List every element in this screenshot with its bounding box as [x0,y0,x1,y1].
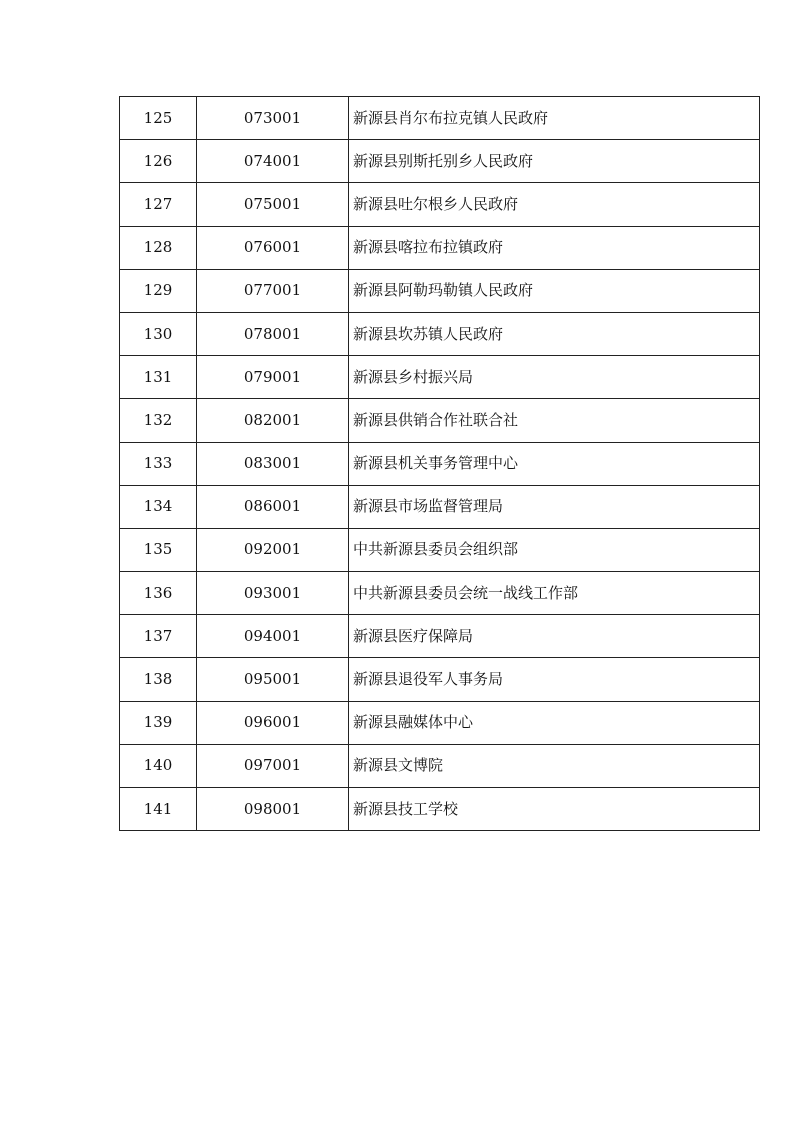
row-unit-code: 092001 [197,528,349,571]
row-unit-name: 中共新源县委员会组织部 [349,528,760,571]
table-row [120,485,760,528]
row-unit-name: 新源县机关事务管理中心 [349,442,760,485]
table-row [120,183,760,226]
row-sequence-number: 139 [120,701,197,744]
row-unit-code: 082001 [197,399,349,442]
row-unit-name: 新源县别斯托别乡人民政府 [349,140,760,183]
row-unit-name: 新源县医疗保障局 [349,615,760,658]
table-row [120,744,760,787]
row-unit-name: 新源县肖尔布拉克镇人民政府 [349,97,760,140]
row-unit-code: 094001 [197,615,349,658]
row-unit-code: 075001 [197,183,349,226]
row-unit-name: 新源县文博院 [349,744,760,787]
table-row [120,269,760,312]
row-unit-code: 076001 [197,226,349,269]
table-row [120,658,760,701]
row-unit-code: 096001 [197,701,349,744]
row-unit-code: 078001 [197,312,349,355]
row-sequence-number: 140 [120,744,197,787]
row-unit-code: 093001 [197,572,349,615]
table-row [120,572,760,615]
row-unit-name: 新源县市场监督管理局 [349,485,760,528]
table-row [120,528,760,571]
table-row [120,140,760,183]
row-unit-name: 新源县坎苏镇人民政府 [349,312,760,355]
row-unit-name: 新源县乡村振兴局 [349,356,760,399]
row-unit-name: 新源县供销合作社联合社 [349,399,760,442]
unit-code-table [119,96,760,831]
row-unit-code: 086001 [197,485,349,528]
row-sequence-number: 126 [120,140,197,183]
row-unit-name: 新源县阿勒玛勒镇人民政府 [349,269,760,312]
row-unit-code: 083001 [197,442,349,485]
table-body [120,97,760,831]
row-sequence-number: 137 [120,615,197,658]
row-sequence-number: 134 [120,485,197,528]
row-unit-name: 新源县吐尔根乡人民政府 [349,183,760,226]
row-unit-code: 074001 [197,140,349,183]
table-row [120,399,760,442]
table-row [120,701,760,744]
table-row [120,442,760,485]
row-sequence-number: 132 [120,399,197,442]
row-unit-name: 新源县喀拉布拉镇政府 [349,226,760,269]
table-row [120,615,760,658]
row-unit-code: 097001 [197,744,349,787]
row-sequence-number: 129 [120,269,197,312]
row-sequence-number: 141 [120,788,197,831]
row-unit-code: 079001 [197,356,349,399]
row-sequence-number: 136 [120,572,197,615]
table-row [120,788,760,831]
row-unit-name: 新源县退役军人事务局 [349,658,760,701]
row-sequence-number: 127 [120,183,197,226]
row-unit-name: 中共新源县委员会统一战线工作部 [349,572,760,615]
row-unit-code: 095001 [197,658,349,701]
row-sequence-number: 131 [120,356,197,399]
row-sequence-number: 138 [120,658,197,701]
row-sequence-number: 130 [120,312,197,355]
table-row [120,97,760,140]
row-sequence-number: 128 [120,226,197,269]
row-unit-code: 073001 [197,97,349,140]
row-unit-name: 新源县融媒体中心 [349,701,760,744]
row-unit-name: 新源县技工学校 [349,788,760,831]
table-row [120,226,760,269]
table-row [120,356,760,399]
row-unit-code: 077001 [197,269,349,312]
row-sequence-number: 133 [120,442,197,485]
row-sequence-number: 135 [120,528,197,571]
row-sequence-number: 125 [120,97,197,140]
row-unit-code: 098001 [197,788,349,831]
table-row [120,312,760,355]
